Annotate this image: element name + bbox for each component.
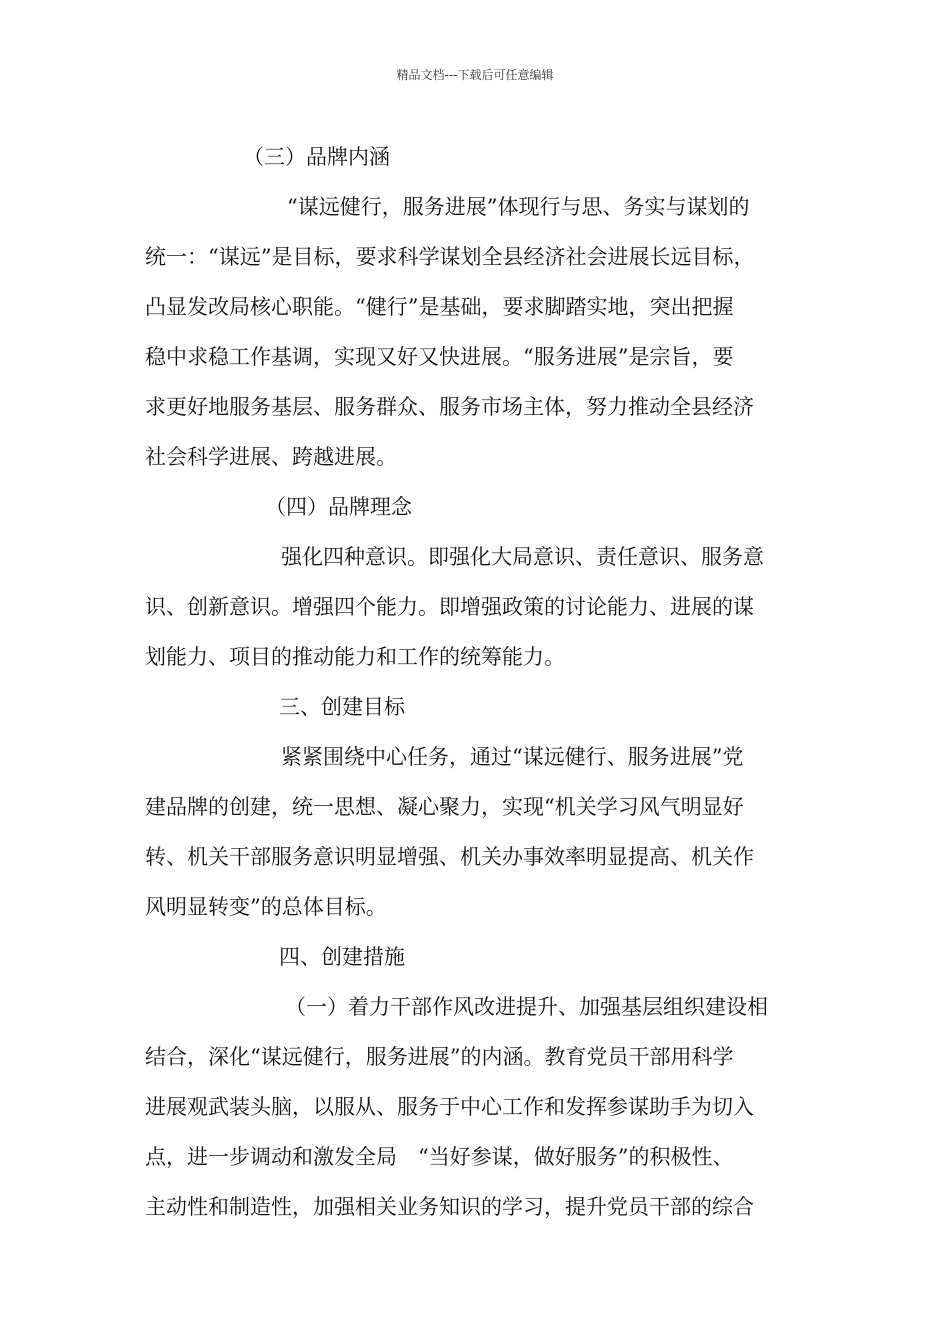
paragraph-line: 社会科学进展、跨越进展。 xyxy=(145,445,397,469)
paragraph-line: 稳中求稳工作基调，实现又好又快进展。“服务进展”是宗旨，要 xyxy=(145,345,734,369)
paragraph-line: 进展观武装头脑，以服从、服务于中心工作和发挥参谋助手为切入 xyxy=(145,1095,754,1119)
paragraph-line: “谋远健行，服务进展”体现行与思、务实与谋划的 xyxy=(287,195,750,219)
section-heading-brand-philosophy: （四）品牌理念 xyxy=(265,495,412,519)
document-body xyxy=(145,132,817,1232)
paragraph-line: 识、创新意识。增强四个能力。即增强政策的讨论能力、进展的谋 xyxy=(145,595,754,619)
paragraph-line: （一）着力干部作风改进提升、加强基层组织建设相 xyxy=(285,995,768,1019)
paragraph-line: 转、机关干部服务意识明显增强、机关办事效率明显提高、机关作 xyxy=(145,845,754,869)
paragraph-line: 点，进一步调动和激发全局 “当好参谋，做好服务”的积极性、 xyxy=(145,1145,734,1169)
paragraph-line: 凸显发改局核心职能。“健行”是基础，要求脚踏实地，突出把握 xyxy=(145,295,734,319)
paragraph-line: 结合，深化“谋远健行，服务进展”的内涵。教育党员干部用科学 xyxy=(145,1045,734,1069)
paragraph-line: 紧紧围绕中心任务，通过“谋远健行、服务进展”党 xyxy=(281,745,744,769)
paragraph-line: 风明显转变”的总体目标。 xyxy=(145,895,387,919)
section-heading-measures: 四、创建措施 xyxy=(279,945,405,969)
paragraph-line: 划能力、项目的推动能力和工作的统筹能力。 xyxy=(145,645,565,669)
paragraph-line: 求更好地服务基层、服务群众、服务市场主体，努力推动全县经济 xyxy=(145,395,754,419)
section-heading-goals: 三、创建目标 xyxy=(279,695,405,719)
paragraph-line: 建品牌的创建，统一思想、凝心聚力，实现“机关学习风气明显好 xyxy=(145,795,744,819)
paragraph-line: 强化四种意识。即强化大局意识、责任意识、服务意 xyxy=(281,545,764,569)
page-header: 精品文档---下载后可任意编辑 xyxy=(396,68,554,82)
paragraph-line: 统一：“谋远”是目标，要求科学谋划全县经济社会进展长远目标， xyxy=(145,245,755,269)
paragraph-line: 主动性和制造性，加强相关业务知识的学习，提升党员干部的综合 xyxy=(145,1195,754,1219)
section-heading-brand-connotation: （三）品牌内涵 xyxy=(243,145,390,169)
